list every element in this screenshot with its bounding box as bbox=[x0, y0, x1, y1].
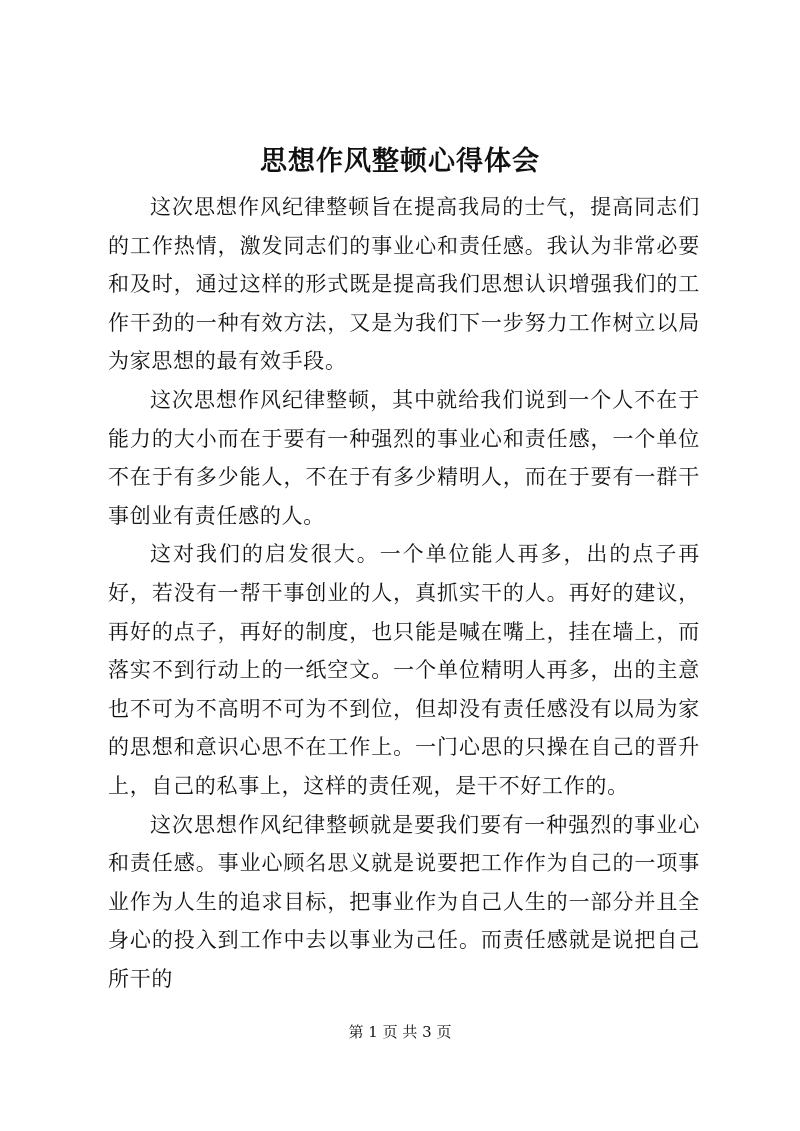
document-title: 思想作风整顿心得体会 bbox=[260, 146, 540, 177]
paragraph-2: 这次思想作风纪律整顿，其中就给我们说到一个人不在于能力的大小而在于要有一种强烈的事业心和责任感，一个单位不在于有多少能人，不在于有多少精明人，而在于要有一群干事创业有责任感的人。 bbox=[108, 387, 700, 528]
paragraph-1: 这次思想作风纪律整顿旨在提高我局的士气，提高同志们的工作热情，激发同志们的事业心和责任感。我认为非常必要和及时，通过这样的形式既是提高我们思想认识增强我们的工作干劲的一种有效方法，又是为我们下一步努力工作树立以局为家思想的最有效手段。 bbox=[108, 195, 700, 374]
paragraph-3: 这对我们的启发很大。一个单位能人再多，出的点子再好，若没有一帮干事创业的人，真抓实干的人。再好的建议，再好的点子，再好的制度，也只能是喊在嘴上，挂在墙上，而落实不到行动上的一纸空文。一个单位精明人再多，出的主意也不可为不高明不可为不到位，但却没有责任感没有以局为家的思想和意识心思不在工作上。一门心思的只操在自己的晋升上，自己的私事上，这样的责任观，是干不好工作的。 bbox=[108, 542, 700, 798]
paragraph-4: 这次思想作风纪律整顿就是要我们要有一种强烈的事业心和责任感。事业心顾名思义就是说要把工作作为自己的一项事业作为人生的追求目标，把事业作为自己人生的一部分并且全身心的投入到工作中去以事业为己任。而责任感就是说把自己所干的 bbox=[108, 812, 700, 991]
document-body bbox=[108, 188, 700, 998]
page-footer: 第 1 页 共 3 页 bbox=[348, 1023, 452, 1041]
